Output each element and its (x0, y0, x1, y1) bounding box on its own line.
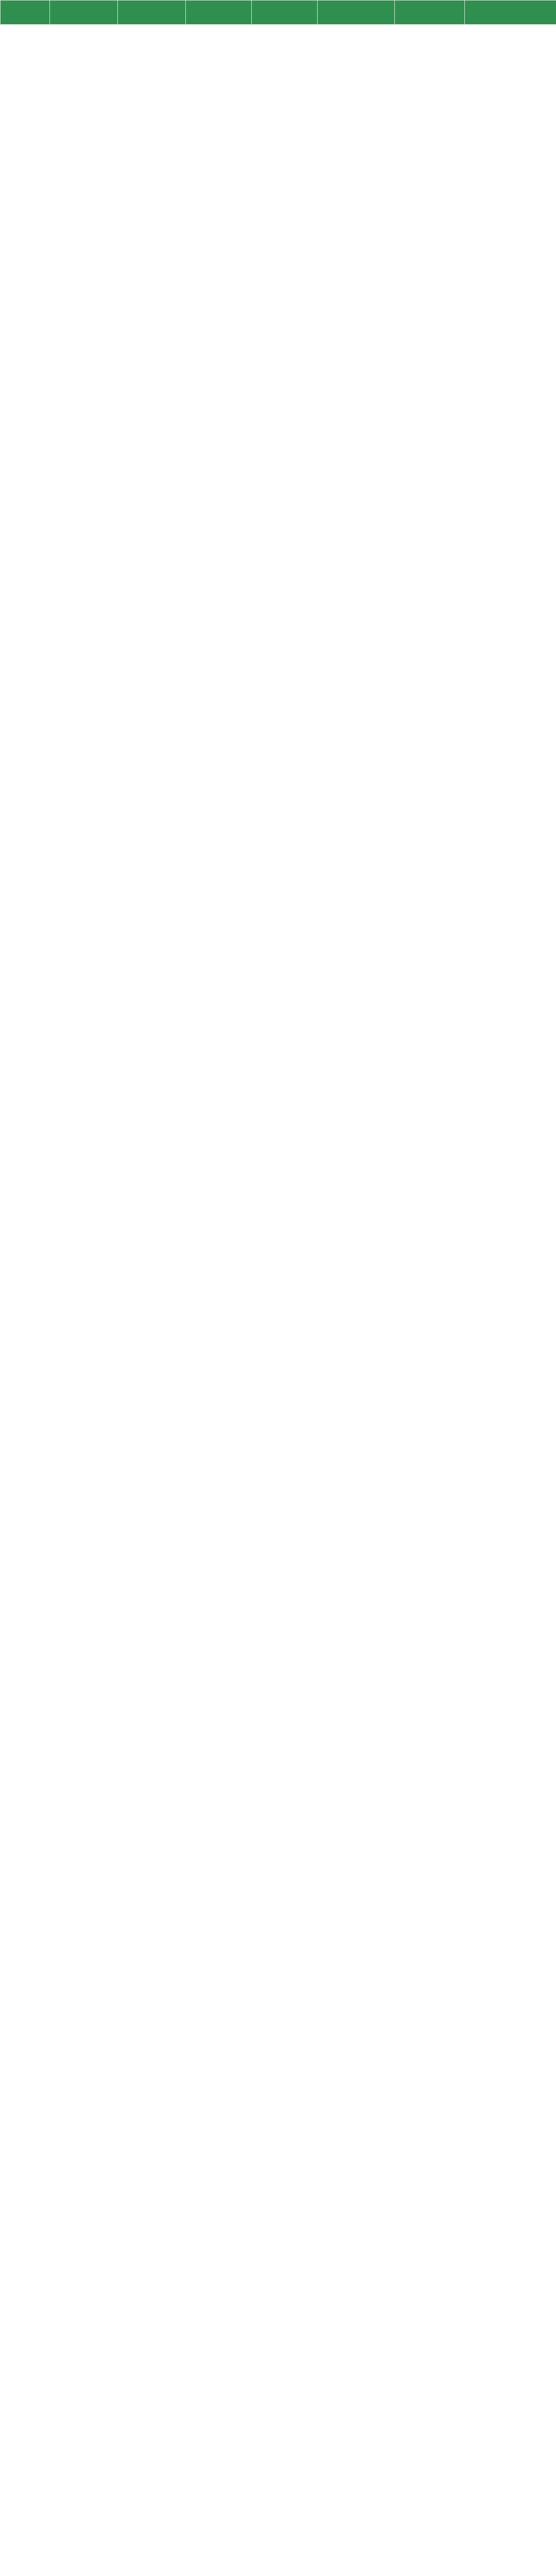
header-venue (50, 1, 118, 25)
header-hours (252, 1, 318, 25)
header-district (1, 1, 50, 25)
header-address (118, 1, 186, 25)
header-phone (465, 1, 556, 25)
header-dates (186, 1, 252, 25)
header-reservation (395, 1, 465, 25)
header-discount (318, 1, 395, 25)
venue-table (0, 0, 556, 25)
table-header (1, 1, 556, 25)
